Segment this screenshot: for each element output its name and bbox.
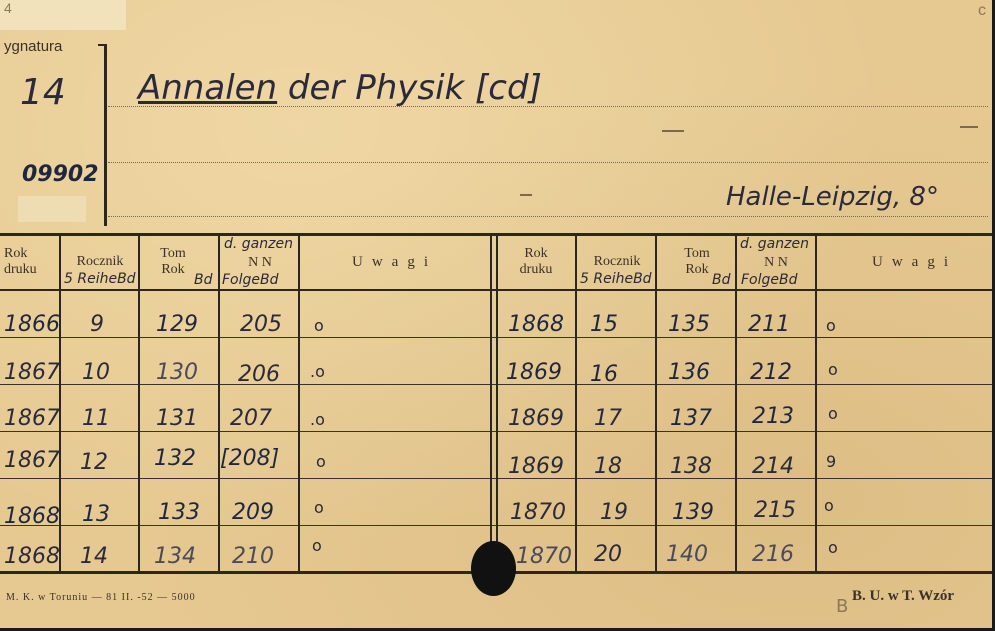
- cell-uwagi: o: [828, 360, 838, 379]
- cell-nn: 215: [754, 498, 796, 523]
- cell-rocznik: 11: [82, 406, 110, 431]
- column-rule: [490, 236, 492, 572]
- cell-tom: 135: [668, 312, 710, 337]
- cell-uwagi: o: [828, 404, 838, 423]
- cell-tom: 134: [154, 544, 196, 569]
- cell-nn: [208]: [220, 446, 280, 471]
- cell-year: 1868: [4, 544, 60, 569]
- column-rule: [138, 236, 140, 572]
- column-rule: [735, 236, 737, 572]
- pencil-dash: [662, 130, 684, 132]
- cell-rocznik: 9: [90, 312, 104, 337]
- cell-year: 1866: [4, 312, 60, 337]
- signature-number: 14: [20, 72, 66, 113]
- cell-rocznik: 10: [82, 360, 110, 385]
- header-uwagi: Uwagi: [352, 254, 437, 270]
- cell-rocznik: 14: [80, 544, 108, 569]
- header-nn-hw-top: d. ganzen: [740, 236, 809, 252]
- header-rok: Rok: [161, 262, 185, 277]
- cell-uwagi: o: [314, 498, 324, 517]
- cell-uwagi: 9: [826, 452, 837, 471]
- column-rule: [218, 236, 220, 572]
- cell-rocznik: 19: [600, 500, 628, 525]
- header-rocznik: Rocznik: [76, 254, 124, 269]
- column-rule: [298, 236, 300, 572]
- pencil-dash: [960, 126, 978, 128]
- publication-place: Halle-Leipzig, 8°: [726, 182, 939, 212]
- header-rok-druku: [508, 246, 564, 278]
- header-rok: Rok: [4, 246, 28, 261]
- signature-label: ygnatura: [4, 38, 63, 55]
- cell-tom: 138: [670, 454, 712, 479]
- cell-tom: 133: [158, 500, 200, 525]
- header-tom: Tom: [684, 246, 710, 261]
- cell-year: 1868: [4, 504, 60, 529]
- footer-printer: M. K. w Toruniu — 81 II. -52 — 5000: [6, 592, 196, 603]
- header-tom-hw: Bd: [712, 272, 731, 288]
- header-rok: Rok: [524, 246, 548, 261]
- header-rocznik: Rocznik: [593, 254, 641, 269]
- column-rule: [655, 236, 657, 572]
- cell-uwagi: o: [316, 452, 326, 471]
- column-rule: [815, 236, 817, 572]
- column-rule: [575, 236, 577, 572]
- cell-nn: 210: [232, 544, 274, 569]
- title-rest: der Physik [cd]: [277, 68, 542, 108]
- cell-year: 1869: [508, 454, 564, 479]
- cell-rocznik: 20: [594, 542, 622, 567]
- cell-tom: 136: [668, 360, 710, 385]
- cell-uwagi: o: [312, 536, 322, 555]
- cell-nn: 209: [232, 500, 274, 525]
- dotted-line: [108, 162, 988, 163]
- cell-year: 1870: [516, 544, 572, 569]
- title: [138, 68, 542, 108]
- corner-mark: 4: [4, 0, 12, 16]
- header-nn: N N: [764, 255, 788, 270]
- cell-year: 1870: [510, 500, 566, 525]
- header-tom-rok: [148, 246, 198, 278]
- header-nn-hw-bottom: FolgeBd: [741, 272, 798, 288]
- cell-nn: 213: [752, 404, 794, 429]
- cell-tom: 131: [156, 406, 198, 431]
- cell-uwagi: .o: [310, 410, 325, 429]
- cell-nn: 206: [238, 362, 280, 387]
- paper-patch: [18, 196, 86, 222]
- header-uwagi: Uwagi: [872, 254, 957, 270]
- signature-divider: [104, 44, 107, 226]
- dotted-line: [108, 216, 988, 217]
- cell-tom: 137: [670, 406, 712, 431]
- header-rocznik-hw: 5 ReiheBd: [64, 271, 136, 287]
- cell-rocznik: 17: [594, 406, 622, 431]
- header-tom-hw: Bd: [194, 272, 213, 288]
- header-rocznik-hw: 5 ReiheBd: [580, 271, 652, 287]
- cell-rocznik: 12: [80, 450, 108, 475]
- cell-uwagi: o: [824, 496, 834, 515]
- cell-rocznik: 16: [590, 362, 618, 387]
- cell-uwagi: .o: [310, 362, 325, 381]
- cell-rocznik: 13: [82, 502, 110, 527]
- cell-tom: 139: [672, 500, 714, 525]
- cell-uwagi: o: [828, 538, 838, 557]
- dotted-line: [108, 106, 988, 107]
- header-nn: N N: [248, 255, 272, 270]
- cell-tom: 140: [666, 542, 708, 567]
- cell-year: 1869: [508, 406, 564, 431]
- cell-nn: 212: [750, 360, 792, 385]
- column-rule: [496, 236, 498, 572]
- cell-nn: 211: [748, 312, 790, 337]
- cell-nn: 205: [240, 312, 282, 337]
- header-rok: Rok: [685, 262, 709, 277]
- cell-nn: 214: [752, 454, 794, 479]
- pencil-dash: [520, 194, 532, 196]
- cell-nn: 216: [752, 542, 794, 567]
- cell-nn: 207: [230, 406, 272, 431]
- header-nn-hw-bottom: FolgeBd: [222, 272, 279, 288]
- punch-hole: [471, 541, 516, 596]
- cell-year: 1869: [506, 360, 562, 385]
- cell-year: 1867: [4, 360, 60, 385]
- cell-year: 1867: [4, 406, 60, 431]
- footer-form: B. U. w T. Wzór: [852, 588, 955, 604]
- title-underlined: Annalen: [138, 68, 278, 108]
- header-rok-druku: [4, 246, 44, 278]
- cell-year: 1867: [4, 448, 60, 473]
- header-tom: Tom: [160, 246, 186, 261]
- signature-code: 09902: [22, 162, 99, 187]
- corner-mark: c: [978, 2, 986, 19]
- cell-rocznik: 18: [594, 454, 622, 479]
- cell-year: 1868: [508, 312, 564, 337]
- header-druku: druku: [4, 262, 37, 277]
- footer-mark: B: [836, 596, 849, 617]
- header-nn-hw-top: d. ganzen: [224, 236, 293, 252]
- cell-rocznik: 15: [590, 312, 618, 337]
- paper-patch: [0, 0, 126, 30]
- header-druku: druku: [519, 262, 553, 277]
- cell-tom: 129: [156, 312, 198, 337]
- cell-tom: 132: [154, 446, 196, 471]
- cell-uwagi: o: [314, 316, 324, 335]
- cell-uwagi: o: [826, 316, 836, 335]
- cell-tom: 130: [156, 360, 198, 385]
